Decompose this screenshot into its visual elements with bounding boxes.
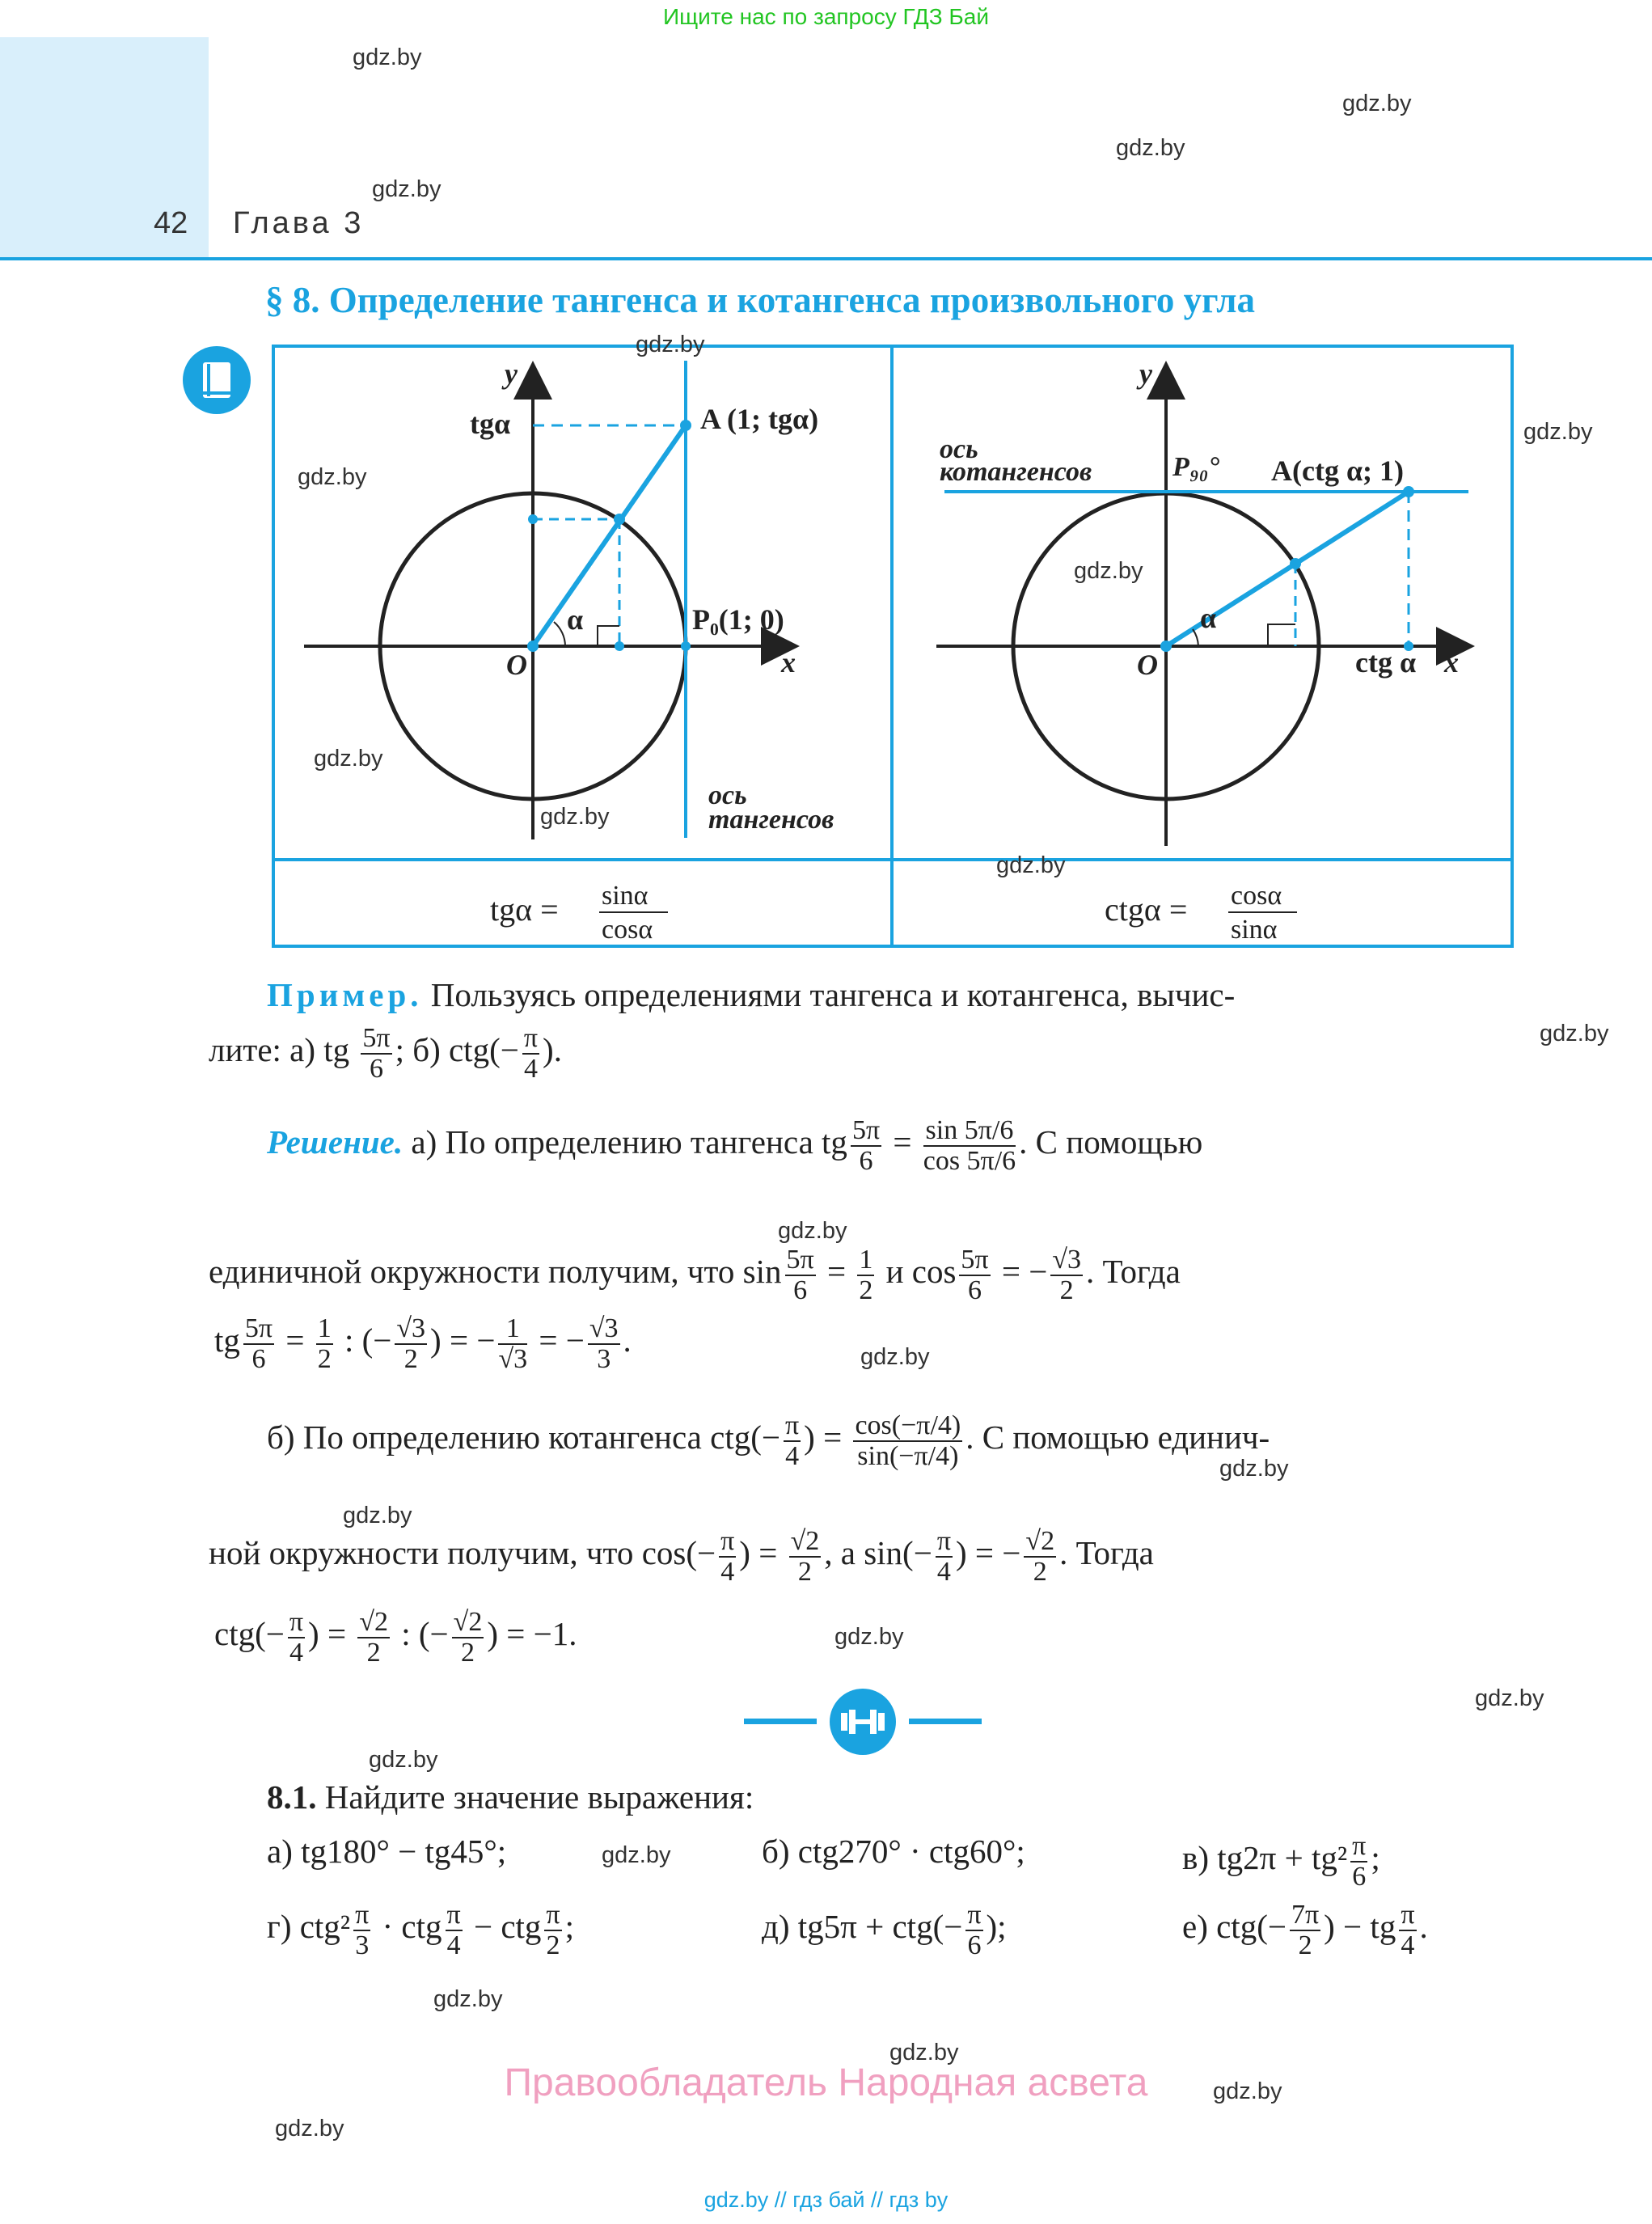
dumbbell-icon xyxy=(830,1689,896,1755)
top-banner[interactable]: Ищите нас по запросу ГДЗ Бай xyxy=(662,4,990,29)
watermark: gdz.by xyxy=(1213,2078,1282,2104)
watermark: gdz.by xyxy=(433,1986,503,2012)
chapter-title: Глава 3 xyxy=(233,206,365,240)
watermark: gdz.by xyxy=(275,2116,344,2142)
svg-text:sinα: sinα xyxy=(1231,915,1278,945)
exercise-prompt: 8.1. Найдите значение выражения: xyxy=(267,1778,754,1816)
solution-a-line-3: tg $\frac{5\pi}{6}$ = $\frac{1}{2}$ : (− $\frac{√3}{2}$ ) = − $\frac{1}{√3}$ = − $\frac{√3}{3}$ . xyxy=(214,1313,632,1374)
watermark: gdz.by xyxy=(602,1842,671,1868)
solution-a-line-1: Решение. а) По определению тангенса tg $\frac{5\pi}{6}$ = $\frac{\sin 5\pi/6}{\cos 5\pi/6}$ . С помощью xyxy=(267,1115,1203,1176)
solution-b-line-2: ной окружности получим, что cos(− $\frac{\pi}{4}$ ) = $\frac{√2}{2}$ , а sin(− $\frac{\pi}{4}$ ) = − $\frac{√2}{2}$ . Тогда xyxy=(209,1526,1154,1587)
svg-text:ctgα =: ctgα = xyxy=(1105,891,1188,928)
watermark: gdz.by xyxy=(1074,558,1143,584)
cotangent-formula xyxy=(1105,881,1297,945)
svg-text:y: y xyxy=(505,357,518,390)
svg-text:tgα =: tgα = xyxy=(490,891,559,928)
svg-text:ctg α: ctg α xyxy=(1355,646,1417,679)
svg-text:котангенсов: котангенсов xyxy=(940,457,1092,487)
svg-text:O: O xyxy=(1137,649,1158,681)
page-number: 42 xyxy=(154,206,188,240)
section-title: § 8. Определение тангенса и котангенса произвольного угла xyxy=(265,280,1256,320)
watermark: gdz.by xyxy=(778,1218,847,1244)
watermark: gdz.by xyxy=(1540,1021,1609,1046)
svg-text:A (1; tgα): A (1; tgα) xyxy=(700,403,819,435)
watermark: gdz.by xyxy=(1219,1456,1289,1482)
watermark: gdz.by xyxy=(834,1624,904,1650)
svg-text:A(ctg α; 1): A(ctg α; 1) xyxy=(1271,455,1405,487)
watermark: gdz.by xyxy=(353,44,422,70)
divider-right xyxy=(909,1719,982,1724)
example-line-1: Пример. Пользуясь определениями тангенса и котангенса, вычис- xyxy=(267,976,1236,1013)
svg-text:P₀(1; 0): P₀(1; 0) xyxy=(692,603,784,636)
svg-text:P₉₀°: P₉₀° xyxy=(1172,452,1220,482)
watermark: gdz.by xyxy=(372,176,442,202)
svg-text:x: x xyxy=(1444,646,1459,679)
exercise-item-a: а) tg180° − tg45°; xyxy=(267,1833,507,1870)
exercise-item-v: в) tg2π + tg² $\frac{\pi}{6}$ ; xyxy=(1182,1831,1380,1892)
watermark: gdz.by xyxy=(889,2040,959,2065)
svg-text:ось: ось xyxy=(708,780,747,810)
svg-text:cosα: cosα xyxy=(1231,881,1282,911)
cotangent-diagram xyxy=(936,357,1468,846)
watermark: gdz.by xyxy=(996,852,1066,878)
watermark: gdz.by xyxy=(369,1747,438,1773)
footer-links[interactable]: gdz.by // гдз бай // гдз by xyxy=(703,2188,949,2212)
svg-text:тангенсов: тангенсов xyxy=(708,805,834,835)
svg-text:tgα: tgα xyxy=(470,408,511,440)
watermark: gdz.by xyxy=(1342,91,1412,116)
watermark: gdz.by xyxy=(636,332,705,357)
svg-text:O: O xyxy=(506,649,527,681)
watermark: gdz.by xyxy=(1475,1685,1544,1711)
watermark: gdz.by xyxy=(298,464,367,490)
watermark: gdz.by xyxy=(540,804,610,830)
solution-a-line-2: единичной окружности получим, что sin $\frac{5\pi}{6}$ = $\frac{1}{2}$ и cos $\frac{5\pi}{6}$ = − $\frac{√3}{2}$ . Тогда xyxy=(209,1245,1181,1305)
svg-text:cosα: cosα xyxy=(602,915,653,945)
watermark: gdz.by xyxy=(1116,135,1185,161)
solution-b-line-3: ctg(− $\frac{\pi}{4}$ ) = $\frac{√2}{2}$ : (− $\frac{√2}{2}$ ) = −1. xyxy=(214,1607,577,1668)
exercise-item-b: б) ctg270° · ctg60°; xyxy=(762,1833,1025,1870)
watermark: gdz.by xyxy=(343,1503,412,1528)
svg-text:ось: ось xyxy=(940,434,978,464)
solution-b-line-1: б) По определению котангенса ctg(− $\frac{\pi}{4}$ ) = $\frac{\cos(-\pi/4)}{\sin(-\pi/4)}$ . С помощью единич- xyxy=(267,1410,1270,1471)
divider-left xyxy=(744,1719,817,1724)
svg-text:y: y xyxy=(1139,357,1152,390)
watermark: gdz.by xyxy=(860,1344,930,1370)
copyright: Правообладатель Народная асвета xyxy=(504,2061,1148,2104)
svg-text:α: α xyxy=(1200,602,1217,634)
watermark: gdz.by xyxy=(314,746,383,772)
book-icon xyxy=(183,346,251,414)
unit-circle-figure xyxy=(272,345,1514,948)
exercise-item-g: г) ctg² $\frac{\pi}{3}$ · ctg $\frac{\pi}{4}$ − ctg $\frac{\pi}{2}$ ; xyxy=(267,1900,574,1960)
exercise-item-e: е) ctg(− $\frac{7\pi}{2}$ ) − tg $\frac{\pi}{4}$ . xyxy=(1182,1900,1428,1960)
header-rule xyxy=(0,257,1652,260)
example-line-2: лите: а) tg $\frac{5\pi}{6}$ ; б) ctg(− $\frac{\pi}{4}$ ). xyxy=(209,1023,562,1084)
tangent-formula xyxy=(490,881,668,945)
exercise-item-d: д) tg5π + ctg(− $\frac{\pi}{6}$ ); xyxy=(762,1900,1007,1960)
svg-text:sinα: sinα xyxy=(602,881,649,911)
tangent-diagram xyxy=(304,357,834,839)
watermark: gdz.by xyxy=(1523,419,1593,445)
svg-text:x: x xyxy=(781,646,796,679)
svg-text:α: α xyxy=(567,603,584,636)
